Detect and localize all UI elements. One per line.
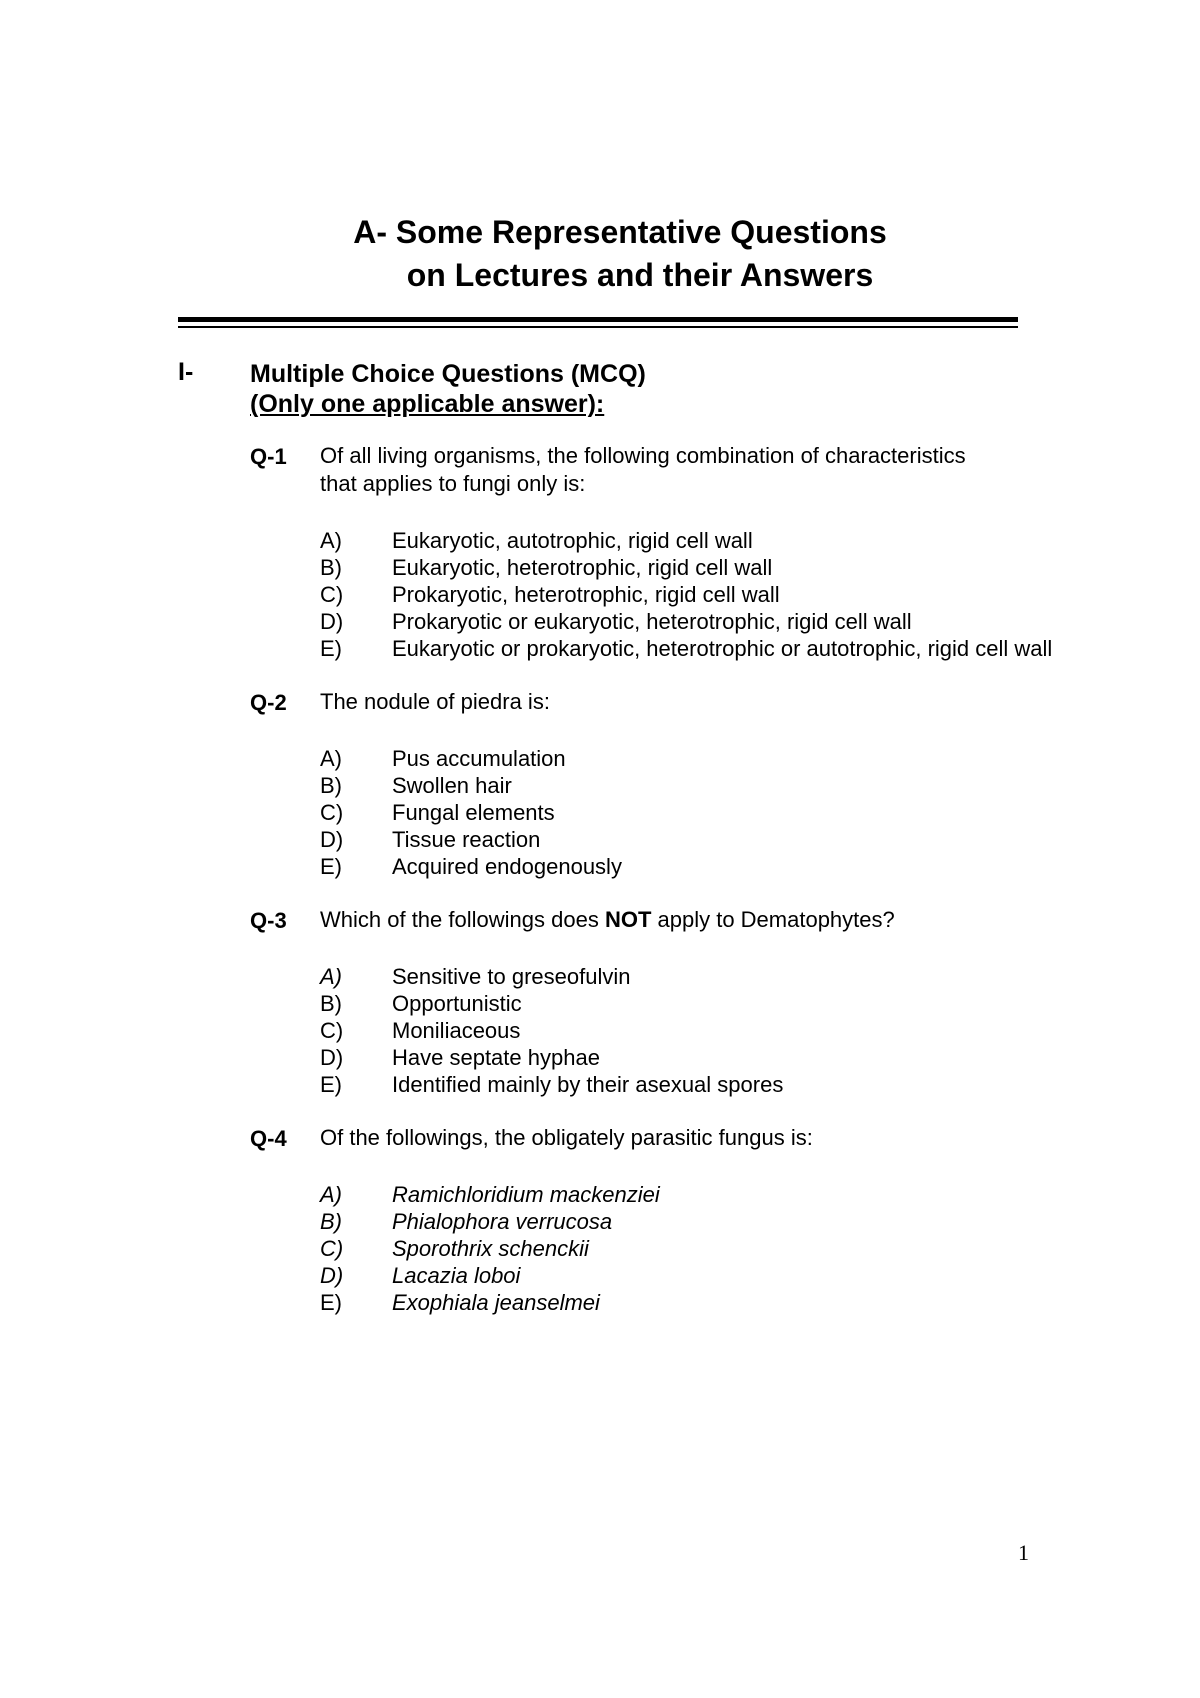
- title-rule-thin: [178, 326, 1018, 328]
- option-label: A): [320, 964, 342, 989]
- option-text: Fungal elements: [392, 800, 555, 825]
- question-text-line: Of all living organisms, the following combination of characteristics: [320, 443, 966, 468]
- section-title: Multiple Choice Questions (MCQ): [250, 360, 646, 388]
- question-number: Q-3: [250, 908, 287, 933]
- question-text-line: that applies to fungi only is:: [320, 471, 586, 496]
- page-number: 1: [1018, 1540, 1029, 1565]
- option-text: Eukaryotic or prokaryotic, heterotrophic or autotrophic, rigid cell wall: [392, 636, 1053, 661]
- question-number: Q-1: [250, 444, 287, 469]
- option-label: A): [320, 746, 342, 771]
- question-number: Q-2: [250, 690, 287, 715]
- question-text: [320, 442, 966, 498]
- option-label: E): [320, 1072, 342, 1097]
- option-label: B): [320, 991, 342, 1016]
- option-text: Exophiala jeanselmei: [392, 1290, 600, 1315]
- option-label: B): [320, 555, 342, 580]
- question-text: [320, 906, 895, 934]
- title-rule-thick: [178, 317, 1018, 322]
- option-label: A): [320, 528, 342, 553]
- question-text-after: apply to Dematophytes?: [651, 907, 895, 932]
- option-text: Have septate hyphae: [392, 1045, 600, 1070]
- section-number: I-: [178, 358, 194, 386]
- option-label: D): [320, 1045, 344, 1070]
- option-text: Identified mainly by their asexual spores: [392, 1072, 784, 1097]
- option-text: Eukaryotic, autotrophic, rigid cell wall: [392, 528, 753, 553]
- title-line-1: A- Some Representative Questions: [353, 214, 887, 250]
- option-label: E): [320, 636, 342, 661]
- option-text: Tissue reaction: [392, 827, 541, 852]
- option-text: Lacazia loboi: [392, 1263, 521, 1288]
- option-label: E): [320, 854, 342, 879]
- option-label: C): [320, 800, 344, 825]
- option-text: Acquired endogenously: [392, 854, 622, 879]
- option-text: Eukaryotic, heterotrophic, rigid cell wall: [392, 555, 773, 580]
- option-text: Pus accumulation: [392, 746, 566, 771]
- option-label: A): [320, 1182, 342, 1207]
- option-label: D): [320, 1263, 344, 1288]
- question-text: The nodule of piedra is:: [320, 689, 550, 714]
- option-text: Ramichloridium mackenziei: [392, 1182, 660, 1207]
- option-label: D): [320, 827, 344, 852]
- option-text: Moniliaceous: [392, 1018, 521, 1043]
- option-label: C): [320, 1018, 344, 1043]
- option-label: B): [320, 1209, 342, 1234]
- option-text: Prokaryotic or eukaryotic, heterotrophic, rigid cell wall: [392, 609, 912, 634]
- option-text: Sensitive to greseofulvin: [392, 964, 631, 989]
- option-text: Phialophora verrucosa: [392, 1209, 613, 1234]
- section-subtitle: (Only one applicable answer):: [250, 390, 605, 418]
- option-label: C): [320, 1236, 344, 1261]
- option-text: Prokaryotic, heterotrophic, rigid cell wall: [392, 582, 780, 607]
- option-text: Opportunistic: [392, 991, 522, 1016]
- title-line-2: on Lectures and their Answers: [406, 257, 874, 293]
- option-text: Swollen hair: [392, 773, 512, 798]
- question-text-before: Which of the followings does: [320, 907, 605, 932]
- option-label: D): [320, 609, 344, 634]
- option-text: Sporothrix schenckii: [392, 1236, 589, 1261]
- option-label: E): [320, 1290, 342, 1315]
- question-text: Of the followings, the obligately parasitic fungus is:: [320, 1125, 813, 1150]
- question-text-bold: NOT: [604, 907, 652, 932]
- question-number: Q-4: [250, 1126, 287, 1151]
- option-label: C): [320, 582, 344, 607]
- option-label: B): [320, 773, 342, 798]
